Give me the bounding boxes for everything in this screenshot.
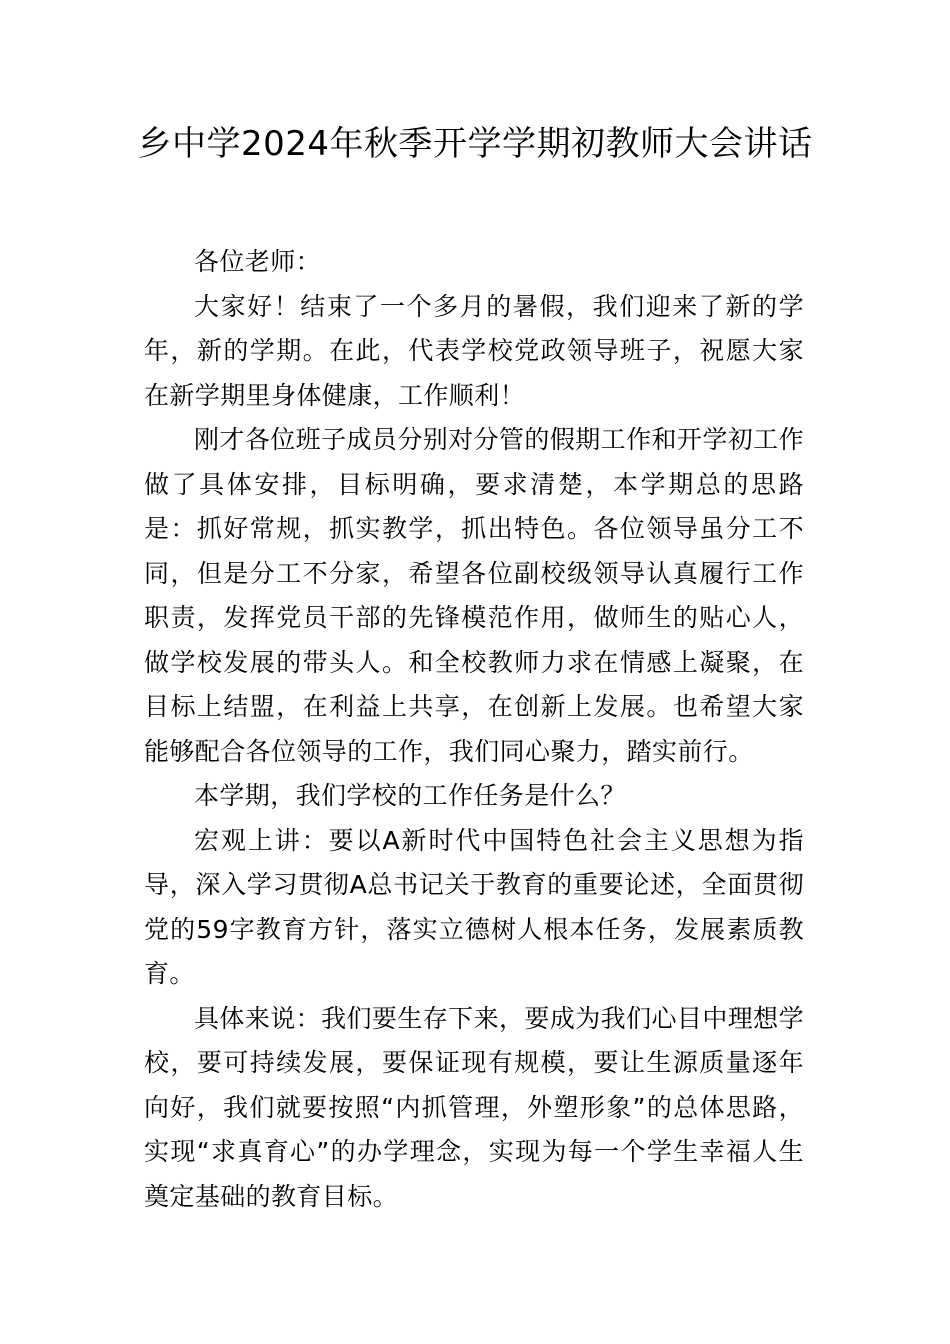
paragraph-macro: 宏观上讲：要以A新时代中国特色社会主义思想为指导，深入学习贯彻A总书记关于教育的重要论述，全面贯彻党的59字教育方针，落实立德树人根本任务，发展素质教育。 <box>144 825 804 988</box>
paragraph-specific: 具体来说：我们要生存下来，要成为我们心目中理想学校，要可持续发展，要保证现有规模，要让生源质量逐年向好，我们就要按照“内抓管理，外塑形象”的总体思路，实现“求真育心”的办学理念，实现为每一个学生幸福人生奠定基础的教育目标。 <box>144 1003 804 1211</box>
paragraph-opening: 大家好！结束了一个多月的暑假，我们迎来了新的学年，新的学期。在此，代表学校党政领导班子，祝愿大家在新学期里身体健康，工作顺利！ <box>144 291 804 410</box>
document-title: 乡中学2024年秋季开学学期初教师大会讲话 <box>137 124 813 164</box>
paragraph-question: 本学期，我们学校的工作任务是什么？ <box>194 781 626 810</box>
paragraph-greeting: 各位老师： <box>194 247 322 276</box>
paragraph-arrangements: 刚才各位班子成员分别对分管的假期工作和开学初工作做了具体安排，目标明确，要求清楚，本学期总的思路是：抓好常规，抓实教学，抓出特色。各位领导虽分工不同，但是分工不分家，希望各位副校级领导认真履行工作职责，发挥党员干部的先锋模范作用，做师生的贴心人，做学校发展的带头人。和全校教师力求在情感上凝聚，在目标上结盟，在利益上共享，在创新上发展。也希望大家能够配合各位领导的工作，我们同心聚力，踏实前行。 <box>144 425 804 766</box>
document-body <box>144 240 804 1219</box>
